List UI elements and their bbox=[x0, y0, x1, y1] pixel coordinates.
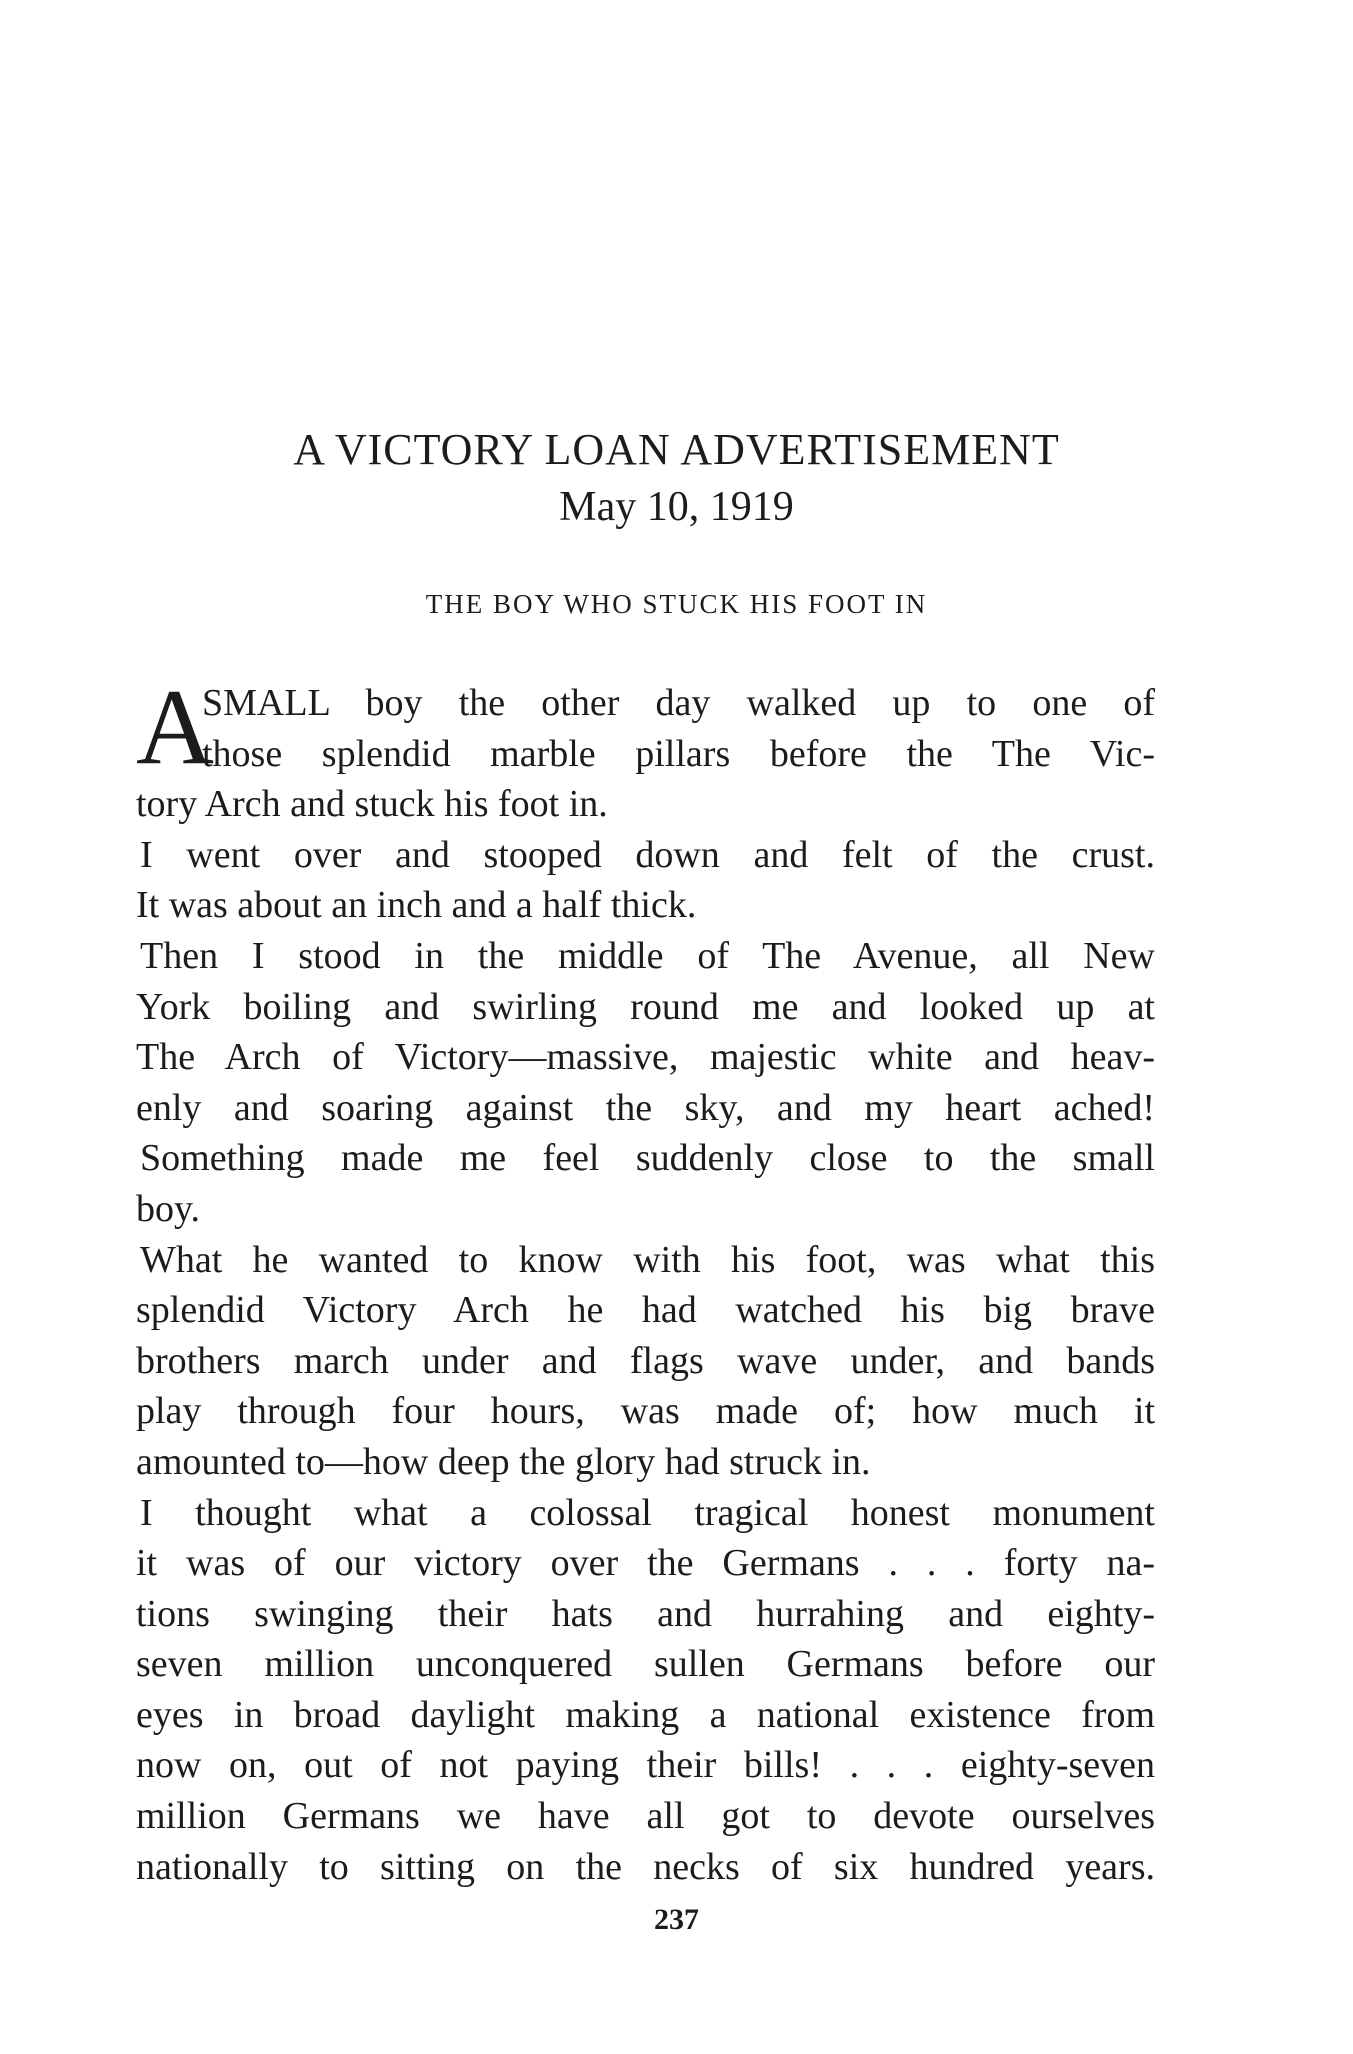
text-line: I thought what a colossal tragical honest monument bbox=[140, 1491, 1155, 1534]
text-line: Then I stood in the middle of The Avenue, all New bbox=[140, 934, 1155, 977]
text-line: seven million unconquered sullen Germans before our bbox=[136, 1643, 1155, 1686]
text-line: I went over and stooped down and felt of the crust. bbox=[140, 833, 1155, 876]
drop-cap: A bbox=[136, 668, 214, 787]
text-line: Something made me feel suddenly close to the small bbox=[140, 1137, 1155, 1180]
text-line: What he wanted to know with his foot, was what this bbox=[140, 1238, 1155, 1281]
text-line: splendid Victory Arch he had watched his big brave bbox=[136, 1289, 1155, 1332]
page-title: A VICTORY LOAN ADVERTISEMENT bbox=[293, 425, 1060, 474]
text-line: The Arch of Victory—massive, majestic white and heav- bbox=[136, 1036, 1155, 1079]
text-line: brothers march under and flags wave under, and bands bbox=[136, 1339, 1155, 1382]
date-line: May 10, 1919 bbox=[559, 484, 794, 530]
text-line: enly and soaring against the sky, and my heart ached! bbox=[136, 1086, 1155, 1129]
text-line: York boiling and swirling round me and looked up at bbox=[136, 985, 1155, 1028]
text-line: it was of our victory over the Germans . . . forty na- bbox=[136, 1542, 1155, 1585]
text-line: boy. bbox=[136, 1187, 201, 1230]
body-text bbox=[136, 668, 1155, 1892]
text-line: amounted to—how deep the glory had struck in. bbox=[136, 1440, 871, 1483]
text-line: tory Arch and stuck his foot in. bbox=[136, 783, 608, 826]
text-line: nationally to sitting on the necks of six hundred years. bbox=[136, 1845, 1155, 1888]
text-line: now on, out of not paying their bills! . . . eighty-seven bbox=[136, 1744, 1155, 1787]
text-line: million Germans we have all got to devote ourselves bbox=[136, 1795, 1155, 1838]
section-subtitle: THE BOY WHO STUCK HIS FOOT IN bbox=[425, 589, 928, 619]
text-line: play through four hours, was made of; how much it bbox=[136, 1390, 1155, 1433]
text-line: It was about an inch and a half thick. bbox=[136, 884, 697, 927]
text-line: SMALL boy the other day walked up to one of bbox=[202, 682, 1155, 724]
first-paragraph-opening bbox=[136, 668, 1155, 787]
text-line: eyes in broad daylight making a national existence from bbox=[136, 1693, 1155, 1736]
page-number: 237 bbox=[654, 1903, 699, 1936]
text-line: tions swinging their hats and hurrahing and eighty- bbox=[136, 1592, 1155, 1635]
text-line: those splendid marble pillars before the The Vic- bbox=[202, 732, 1155, 775]
